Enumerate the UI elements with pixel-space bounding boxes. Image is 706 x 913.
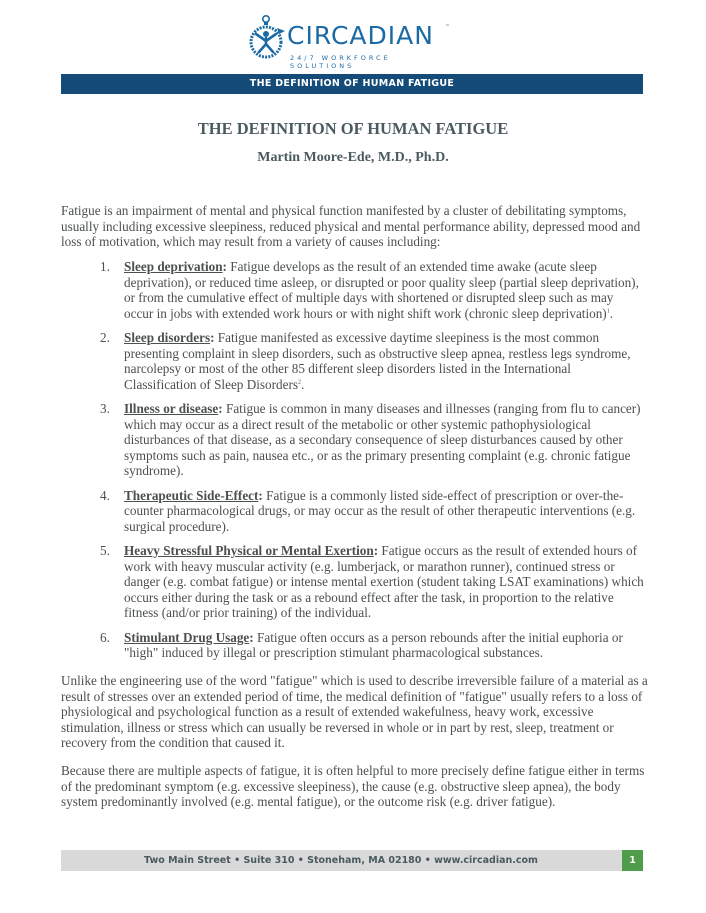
aspects-paragraph: Because there are multiple aspects of fatigue, it is often helpful to more precisely define fatigue either in terms of the predominant symptom (e.g. excessive sleepiness), the cause (e.g. obstructive sleep apnea), the body system predominantly involved (e.g. mental fatigue), or the outcome risk (e.g. driver fatigue). (61, 763, 645, 809)
footer-address: Two Main Street • Suite 310 • Stoneham, MA 02180 • www.circadian.com (144, 855, 538, 866)
cause-term: Sleep disorders (124, 330, 211, 345)
cause-term: Therapeutic Side-Effect (124, 487, 259, 503)
cause-text: Fatigue develops as the result of an extended time awake (acute sleep deprivation), or reduced time asleep, or disrupted or poor quality sleep (partial sleep deprivation), or from the cumulative effect of multiple days with shortened or disrupted sleep such as may occur in jobs with extended work hours or with night shift work (chronic sleep deprivation) (124, 259, 639, 321)
document-author: Martin Moore-Ede, M.D., Ph.D. (257, 150, 449, 165)
list-item (100, 401, 645, 479)
circadian-logo (247, 14, 457, 70)
logo-trademark: ™ (445, 24, 450, 30)
engineering-vs-medical-paragraph: Unlike the engineering use of the word "fatigue" which is used to describe irreversible failure of a material as a result of stresses over an extended period of time, the medical definition of "fatigue" usually refers to a loss of physiological and psychological function as a result of extended wakefulness, heavy work, excessive stimulation, illness or stress which can usually be reversed in whole or in part by rest, sleep, treatment or recovery from the condition that caused it. (61, 673, 648, 750)
list-number: 4. (100, 487, 110, 503)
cause-term: Sleep deprivation (124, 259, 223, 274)
page-number: 1 (622, 850, 643, 871)
list-item (100, 330, 645, 392)
list-item (100, 259, 645, 321)
list-number: 2. (100, 330, 110, 345)
logo-wordmark: CIRCADIAN (287, 21, 434, 50)
list-number: 3. (100, 401, 110, 416)
footnote-ref[interactable]: 1 (606, 308, 610, 315)
cause-term: Stimulant Drug Usage (124, 629, 250, 645)
cause-colon: : (249, 629, 254, 645)
logo-tagline: 24/7 WORKFORCE SOLUTIONS (290, 54, 391, 70)
cause-colon: : (258, 487, 263, 503)
list-item (100, 488, 645, 535)
footnote-ref[interactable]: 2 (297, 379, 301, 386)
cause-text: Fatigue often occurs as a person rebounds after the initial euphoria or "high" induced by illegal or prescription stimulant pharmacological substances. (124, 629, 623, 660)
stopwatch-figure-icon (247, 14, 287, 62)
footer-bar (61, 850, 643, 871)
cause-colon: : (373, 543, 379, 558)
document-title: THE DEFINITION OF HUMAN FATIGUE (197, 119, 509, 138)
cause-text: Fatigue manifested as excessive daytime sleepiness is the most common presenting complaint in sleep disorders, such as obstructive sleep apnea, restless legs syndrome, narcolepsy or most of the other 85 different sleep disorders listed in the International Classification of Sleep Disorders (124, 330, 631, 392)
list-number: 1. (100, 259, 110, 274)
cause-colon: : (222, 259, 227, 274)
cause-end: . (300, 376, 305, 392)
list-number: 6. (100, 629, 110, 645)
intro-paragraph: Fatigue is an impairment of mental and physical function manifested by a cluster of debilitating symptoms, usually including excessive sleepiness, reduced physical and mental performance ability, depressed mood and loss of motivation, which may result from a variety of causes including: (61, 203, 641, 249)
cause-end: . (609, 305, 613, 321)
causes-list (100, 259, 645, 670)
cause-term: Illness or disease (124, 401, 219, 416)
cause-colon: : (218, 401, 223, 416)
cause-text: Fatigue occurs as the result of extended hours of work with heavy muscular activity (e.g. lumberjack, or marathon runner), continued stress or danger (e.g. combat fatigue) or intense mental exertion (student taking LSAT examinations) which occurs either during the task or as a rebound effect after the task, in proportion to the relative fitness (and/or prior training) of the individual. (124, 543, 644, 620)
cause-text: Fatigue is common in many diseases and illnesses (ranging from flu to cancer) which may occur as a direct result of the metabolic or other systemic pathophysiological disturbances of that disease, as a secondary consequence of sleep disturbances caused by other symptoms such as pain, nausea etc., or as the primary presenting complaint (e.g. chronic fatigue syndrome). (124, 401, 641, 478)
list-item (100, 543, 645, 621)
cause-colon: : (210, 330, 215, 345)
cause-text: Fatigue is a commonly listed side-effect of prescription or over-the-counter pharmacological drugs, or may occur as the result of other therapeutic interventions (e.g. surgical procedure). (124, 487, 636, 534)
cause-term: Heavy Stressful Physical or Mental Exertion (124, 543, 374, 558)
list-item (100, 630, 645, 661)
header-banner: THE DEFINITION OF HUMAN FATIGUE (61, 74, 643, 94)
list-number: 5. (100, 543, 110, 558)
